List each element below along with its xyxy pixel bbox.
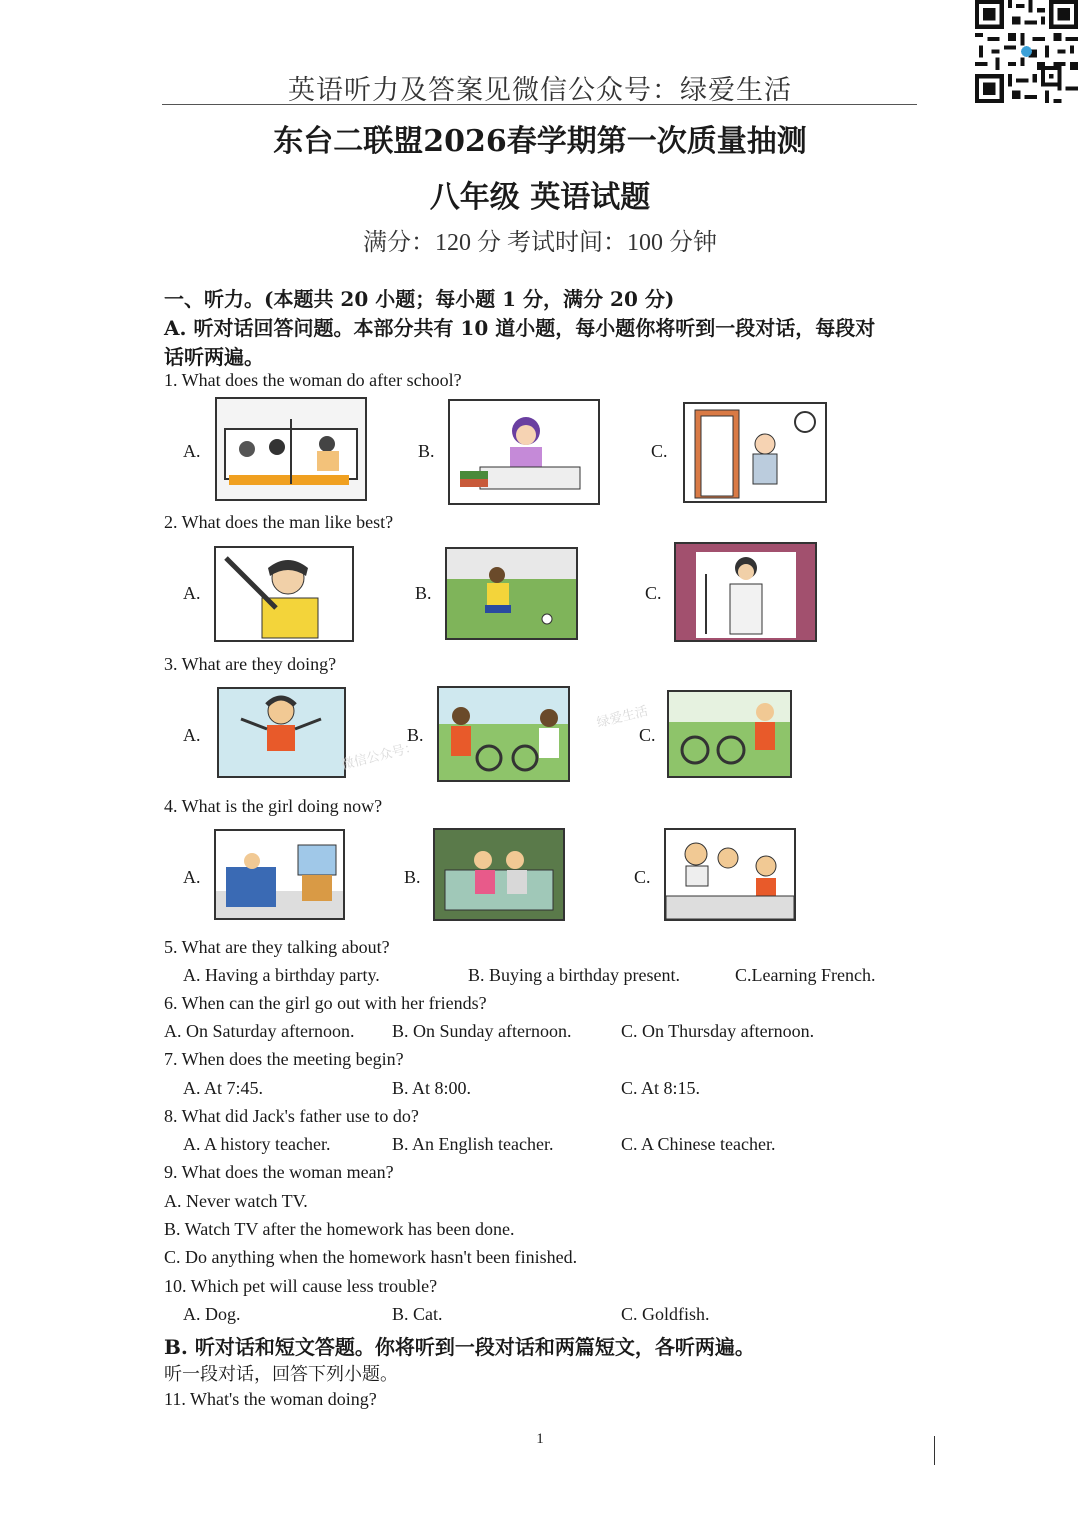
q5-option-b: B. Buying a birthday present. [468,965,680,985]
q5-option-c: C.Learning French. [735,965,876,985]
q8-option-c: C. A Chinese teacher. [621,1134,776,1154]
q5-option-a: A. Having a birthday party. [183,965,380,985]
q1-picture-door-clock [683,402,827,503]
part-b-heading: B. 听对话和短文答题。你将听到一段对话和两篇短文，各听两遍。 [164,1335,755,1359]
q1-option-c-label: C. [651,441,668,461]
question-4: 4. What is the girl doing now? [164,796,383,816]
exam-subtitle: 八年级 英语试题 [429,180,651,215]
q4-picture-dinner [664,828,796,921]
watermark-right: 绿爱生活 [595,703,650,732]
q9-option-a: A. Never watch TV. [164,1191,308,1211]
q8-option-a: A. A history teacher. [183,1134,331,1154]
page-edge-mark [934,1436,935,1465]
question-7: 7. When does the meeting begin? [164,1049,404,1069]
q2-picture-soccer [445,547,578,640]
q2-option-a-label: A. [183,583,201,603]
q1-option-b-label: B. [418,441,435,461]
question-2: 2. What does the man like best? [164,512,394,532]
q3-picture-shrug [217,687,346,778]
q1-picture-bus [215,397,367,501]
q3-option-a-label: A. [183,725,201,745]
q2-option-c-label: C. [645,583,662,603]
q2-picture-singer [674,542,817,642]
question-5: 5. What are they talking about? [164,937,390,957]
q7-option-c: C. At 8:15. [621,1078,701,1098]
q4-option-b-label: B. [404,867,421,887]
question-3: 3. What are they doing? [164,654,337,674]
question-8: 8. What did Jack's father use to do? [164,1106,419,1126]
question-11: 11. What's the woman doing? [164,1389,377,1409]
q8-option-b: B. An English teacher. [392,1134,554,1154]
question-9: 9. What does the woman mean? [164,1162,394,1182]
q10-option-a: A. Dog. [183,1304,241,1324]
part-b-instruction: 听一段对话，回答下列小题。 [164,1364,398,1384]
header-note: 英语听力及答案见微信公众号：绿爱生活 [288,75,792,105]
q3-picture-bike-fix-2 [667,690,792,778]
q4-picture-watch-tv [214,829,345,920]
q10-option-b: B. Cat. [392,1304,443,1324]
part-a-instruction-2: 话听两遍。 [164,345,264,369]
header-divider [162,104,917,105]
section-heading: 一、听力。(本题共 20 小题；每小题 1 分，满分 20 分) [164,287,675,311]
q3-option-c-label: C. [639,725,656,745]
question-6: 6. When can the girl go out with her friends? [164,993,487,1013]
q4-option-a-label: A. [183,867,201,887]
q7-option-a: A. At 7:45. [183,1078,264,1098]
q2-picture-guitar [214,546,354,642]
q9-option-c: C. Do anything when the homework hasn't been finished. [164,1247,578,1267]
q1-picture-homework [448,399,600,505]
q4-picture-sofa [433,828,565,921]
page-number: 1 [536,1431,544,1447]
question-10: 10. Which pet will cause less trouble? [164,1276,438,1296]
watermark-left: 微信公众号： [339,739,420,774]
exam-info: 满分：120 分 考试时间：100 分钟 [363,230,717,256]
part-a-instruction-1: A. 听对话回答问题。本部分共有 10 道小题，每小题你将听到一段对话，每段对 [164,316,876,340]
question-1: 1. What does the woman do after school? [164,370,462,390]
q10-option-c: C. Goldfish. [621,1304,710,1324]
q6-option-b: B. On Sunday afternoon. [392,1021,572,1041]
q6-option-a: A. On Saturday afternoon. [164,1021,355,1041]
q2-option-b-label: B. [415,583,432,603]
exam-title: 东台二联盟2026春学期第一次质量抽测 [273,124,807,159]
q9-option-b: B. Watch TV after the homework has been done. [164,1219,515,1239]
q1-option-a-label: A. [183,441,201,461]
q7-option-b: B. At 8:00. [392,1078,472,1098]
q4-option-c-label: C. [634,867,651,887]
q3-picture-bike-fix [437,686,570,782]
q6-option-c: C. On Thursday afternoon. [621,1021,815,1041]
q3-option-b-label: B. [407,725,424,745]
